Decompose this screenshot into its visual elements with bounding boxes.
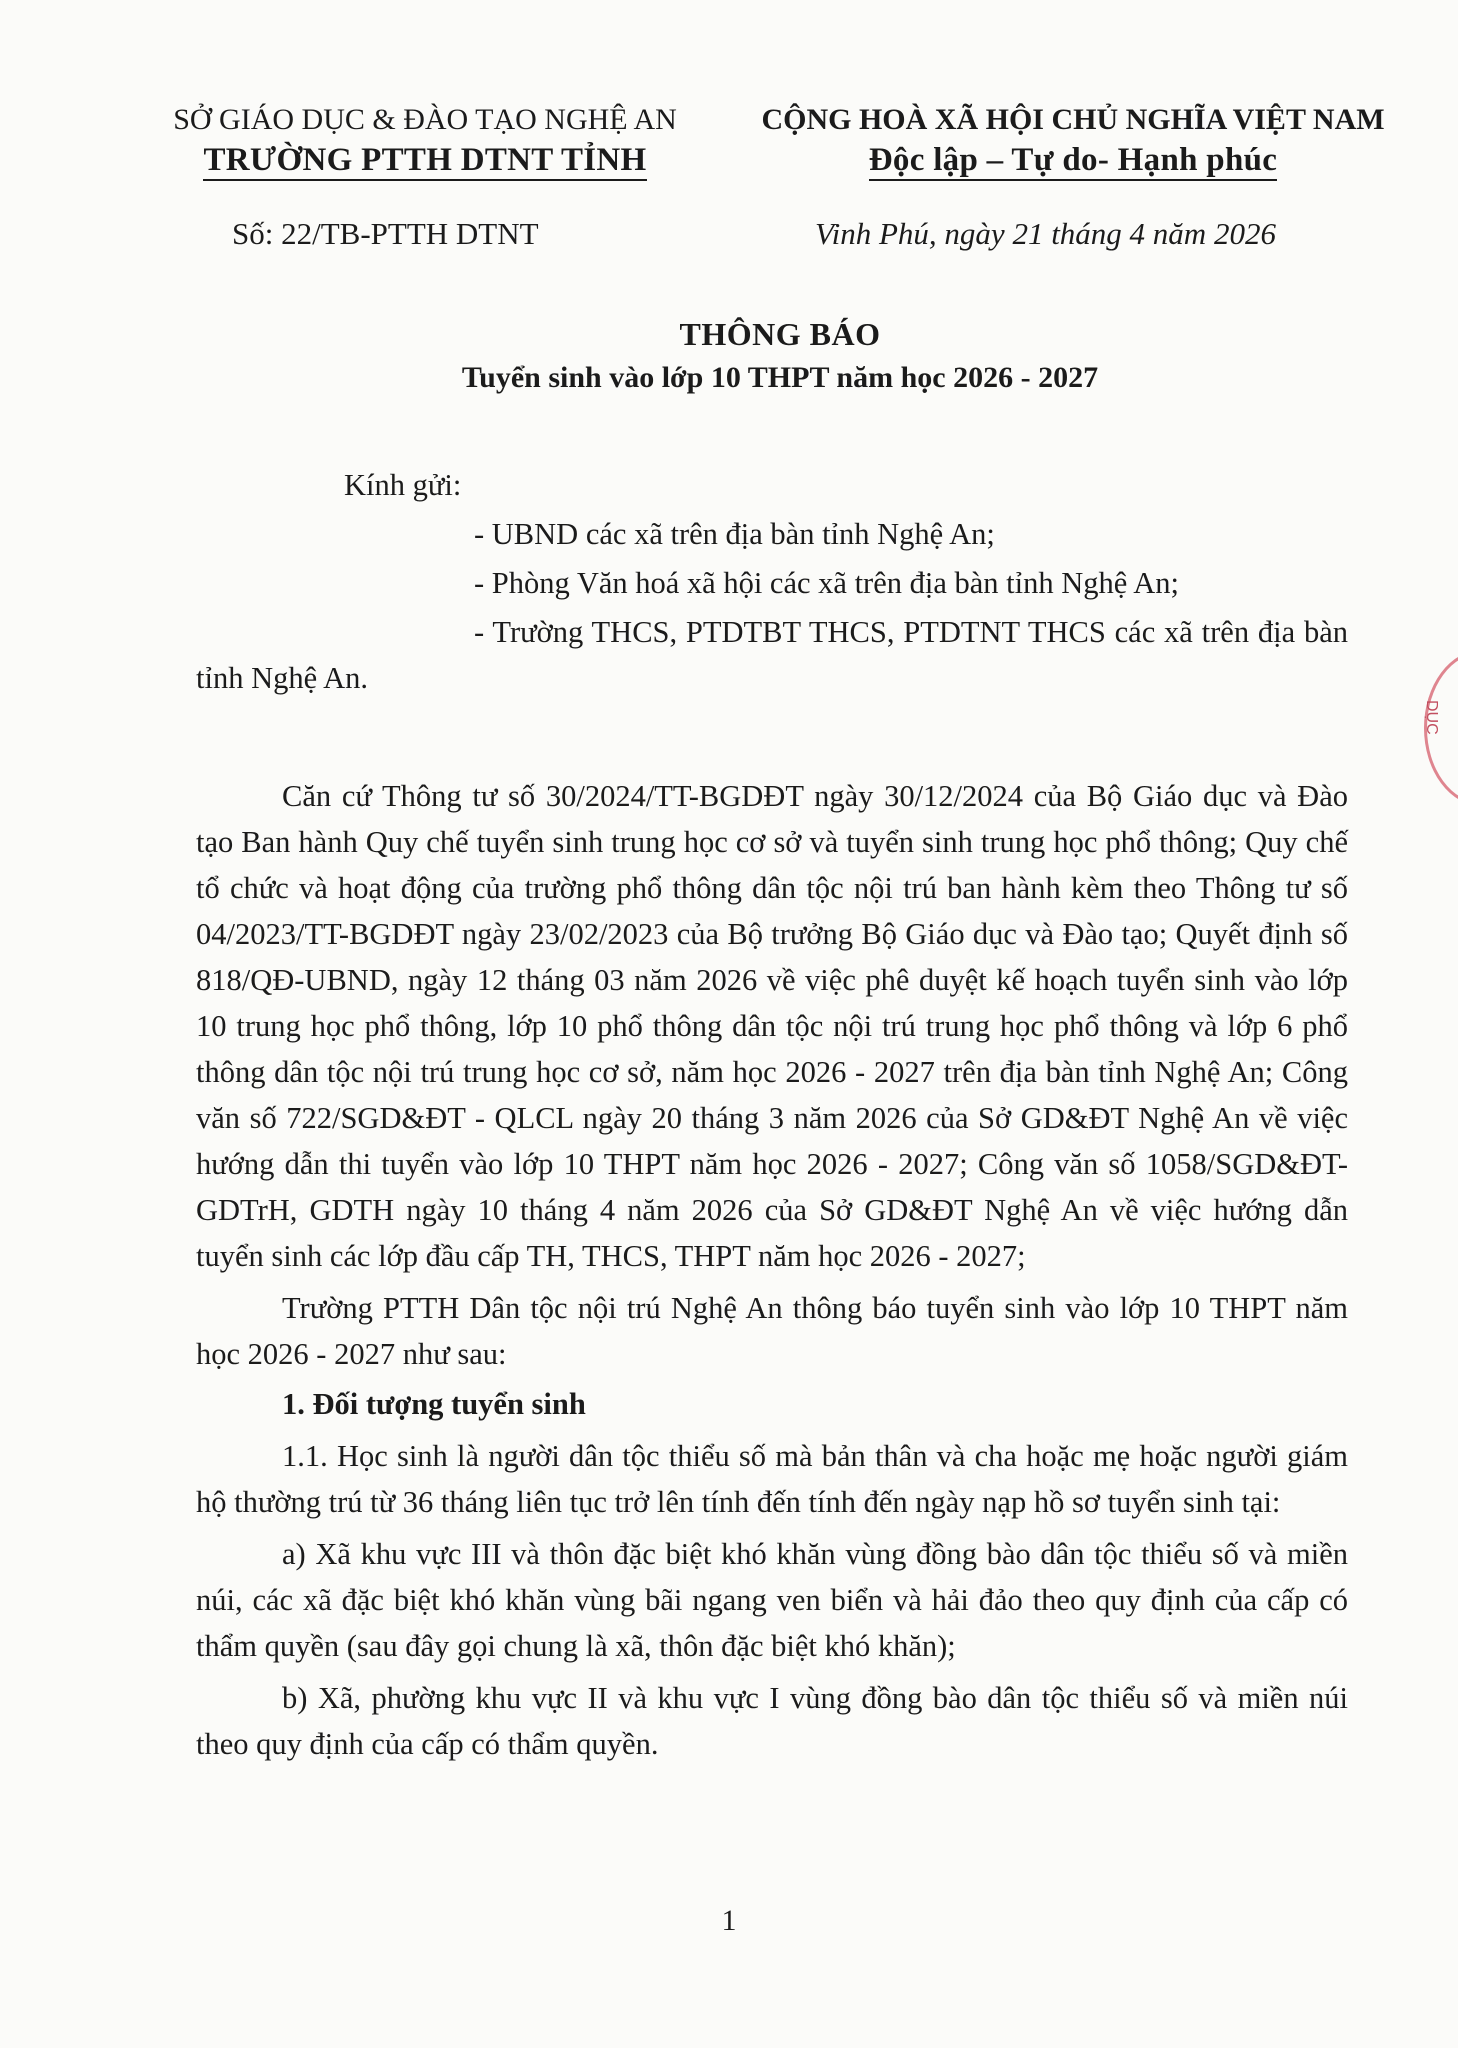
page-number: 1 [721, 1904, 737, 1937]
recipient-1: - UBND các xã trên địa bàn tỉnh Nghệ An; [474, 517, 995, 551]
greeting: Kính gửi: [344, 468, 462, 502]
item-b: b) Xã, phường khu vực II và khu vực I vùng đồng bào dân tộc thiểu số và miền núi theo quy định của cấp có thẩm quyền. [196, 1681, 1348, 1761]
item-1-1: 1.1. Học sinh là người dân tộc thiểu số mà bản thân và cha hoặc mẹ hoặc người giám hộ thường trú từ 36 tháng liên tục trở lên tính đến tính đến ngày nạp hồ sơ tuyển sinh tại: [196, 1439, 1348, 1519]
document-number: Số: 22/TB-PTTH DTNT [232, 216, 539, 251]
recipient-3: - Trường THCS, PTDTBT THCS, PTDTNT THCS các xã trên địa bàn tỉnh Nghệ An. [196, 615, 1348, 695]
item-a: a) Xã khu vực III và thôn đặc biệt khó khăn vùng đồng bào dân tộc thiểu số và miền núi, các xã đặc biệt khó khăn vùng bãi ngang ven biển và hải đảo theo quy định của cấp có thẩm quyền (sau đây gọi chung là xã, thôn đặc biệt khó khăn); [196, 1537, 1348, 1663]
document-date: Vinh Phú, ngày 21 tháng 4 năm 2026 [815, 216, 1276, 251]
section-1-heading: 1. Đối tượng tuyển sinh [282, 1387, 586, 1421]
seal-text: DỤC [1423, 700, 1440, 735]
legal-basis-paragraph: Căn cứ Thông tư số 30/2024/TT-BGDĐT ngày 30/12/2024 của Bộ Giáo dục và Đào tạo Ban hành Quy chế tuyển sinh trung học cơ sở và tuyển sinh trung học phổ thông; Quy chế tổ chức và hoạt động của trường phổ thông dân tộc nội trú ban hành kèm theo Thông tư số 04/2023/TT-BGDĐT ngày 23/02/2023 của Bộ trưởng Bộ Giáo dục và Đào tạo; Quyết định số 818/QĐ-UBND, ngày 12 tháng 03 năm 2026 về việc phê duyệt kế hoạch tuyển sinh vào lớp 10 trung học phổ thông, lớp 10 phổ thông dân tộc nội trú trung học phổ thông và lớp 6 phổ thông dân tộc nội trú trung học cơ sở, năm học 2026 - 2027 trên địa bàn tỉnh Nghệ An; Công văn số 722/SGD&ĐT - QLCL ngày 20 tháng 3 năm 2026 của Sở GD&ĐT Nghệ An về việc hướng dẫn thi tuyển vào lớp 10 THPT năm học 2026 - 2027; Công văn số 1058/SGD&ĐT- GDTrH, GDTH ngày 10 tháng 4 năm 2026 của Sở GD&ĐT Nghệ An về việc hướng dẫn tuyển sinh các lớp đầu cấp TH, THCS, THPT năm học 2026 - 2027; [196, 779, 1348, 1273]
school-name: TRƯỜNG PTTH DTNT TỈNH [140, 140, 710, 181]
document-body [196, 462, 1348, 1767]
department-name: SỞ GIÁO DỤC & ĐÀO TẠO NGHỆ AN [173, 103, 677, 136]
announcement-paragraph: Trường PTTH Dân tộc nội trú Nghệ An thông báo tuyển sinh vào lớp 10 THPT năm học 2026 - 2027 như sau: [196, 1291, 1348, 1371]
national-motto-header [728, 100, 1418, 181]
national-motto: Độc lập – Tự do- Hạnh phúc [728, 140, 1418, 181]
recipient-2: - Phòng Văn hoá xã hội các xã trên địa bàn tỉnh Nghệ An; [474, 566, 1179, 600]
document-title-block [300, 312, 1260, 400]
document-subtitle: Tuyển sinh vào lớp 10 THPT năm học 2026 - 2027 [461, 361, 1099, 394]
issuing-agency-header [140, 100, 710, 181]
document-title: THÔNG BÁO [679, 316, 881, 352]
country-name: CỘNG HOÀ XÃ HỘI CHỦ NGHĨA VIỆT NAM [761, 103, 1385, 136]
